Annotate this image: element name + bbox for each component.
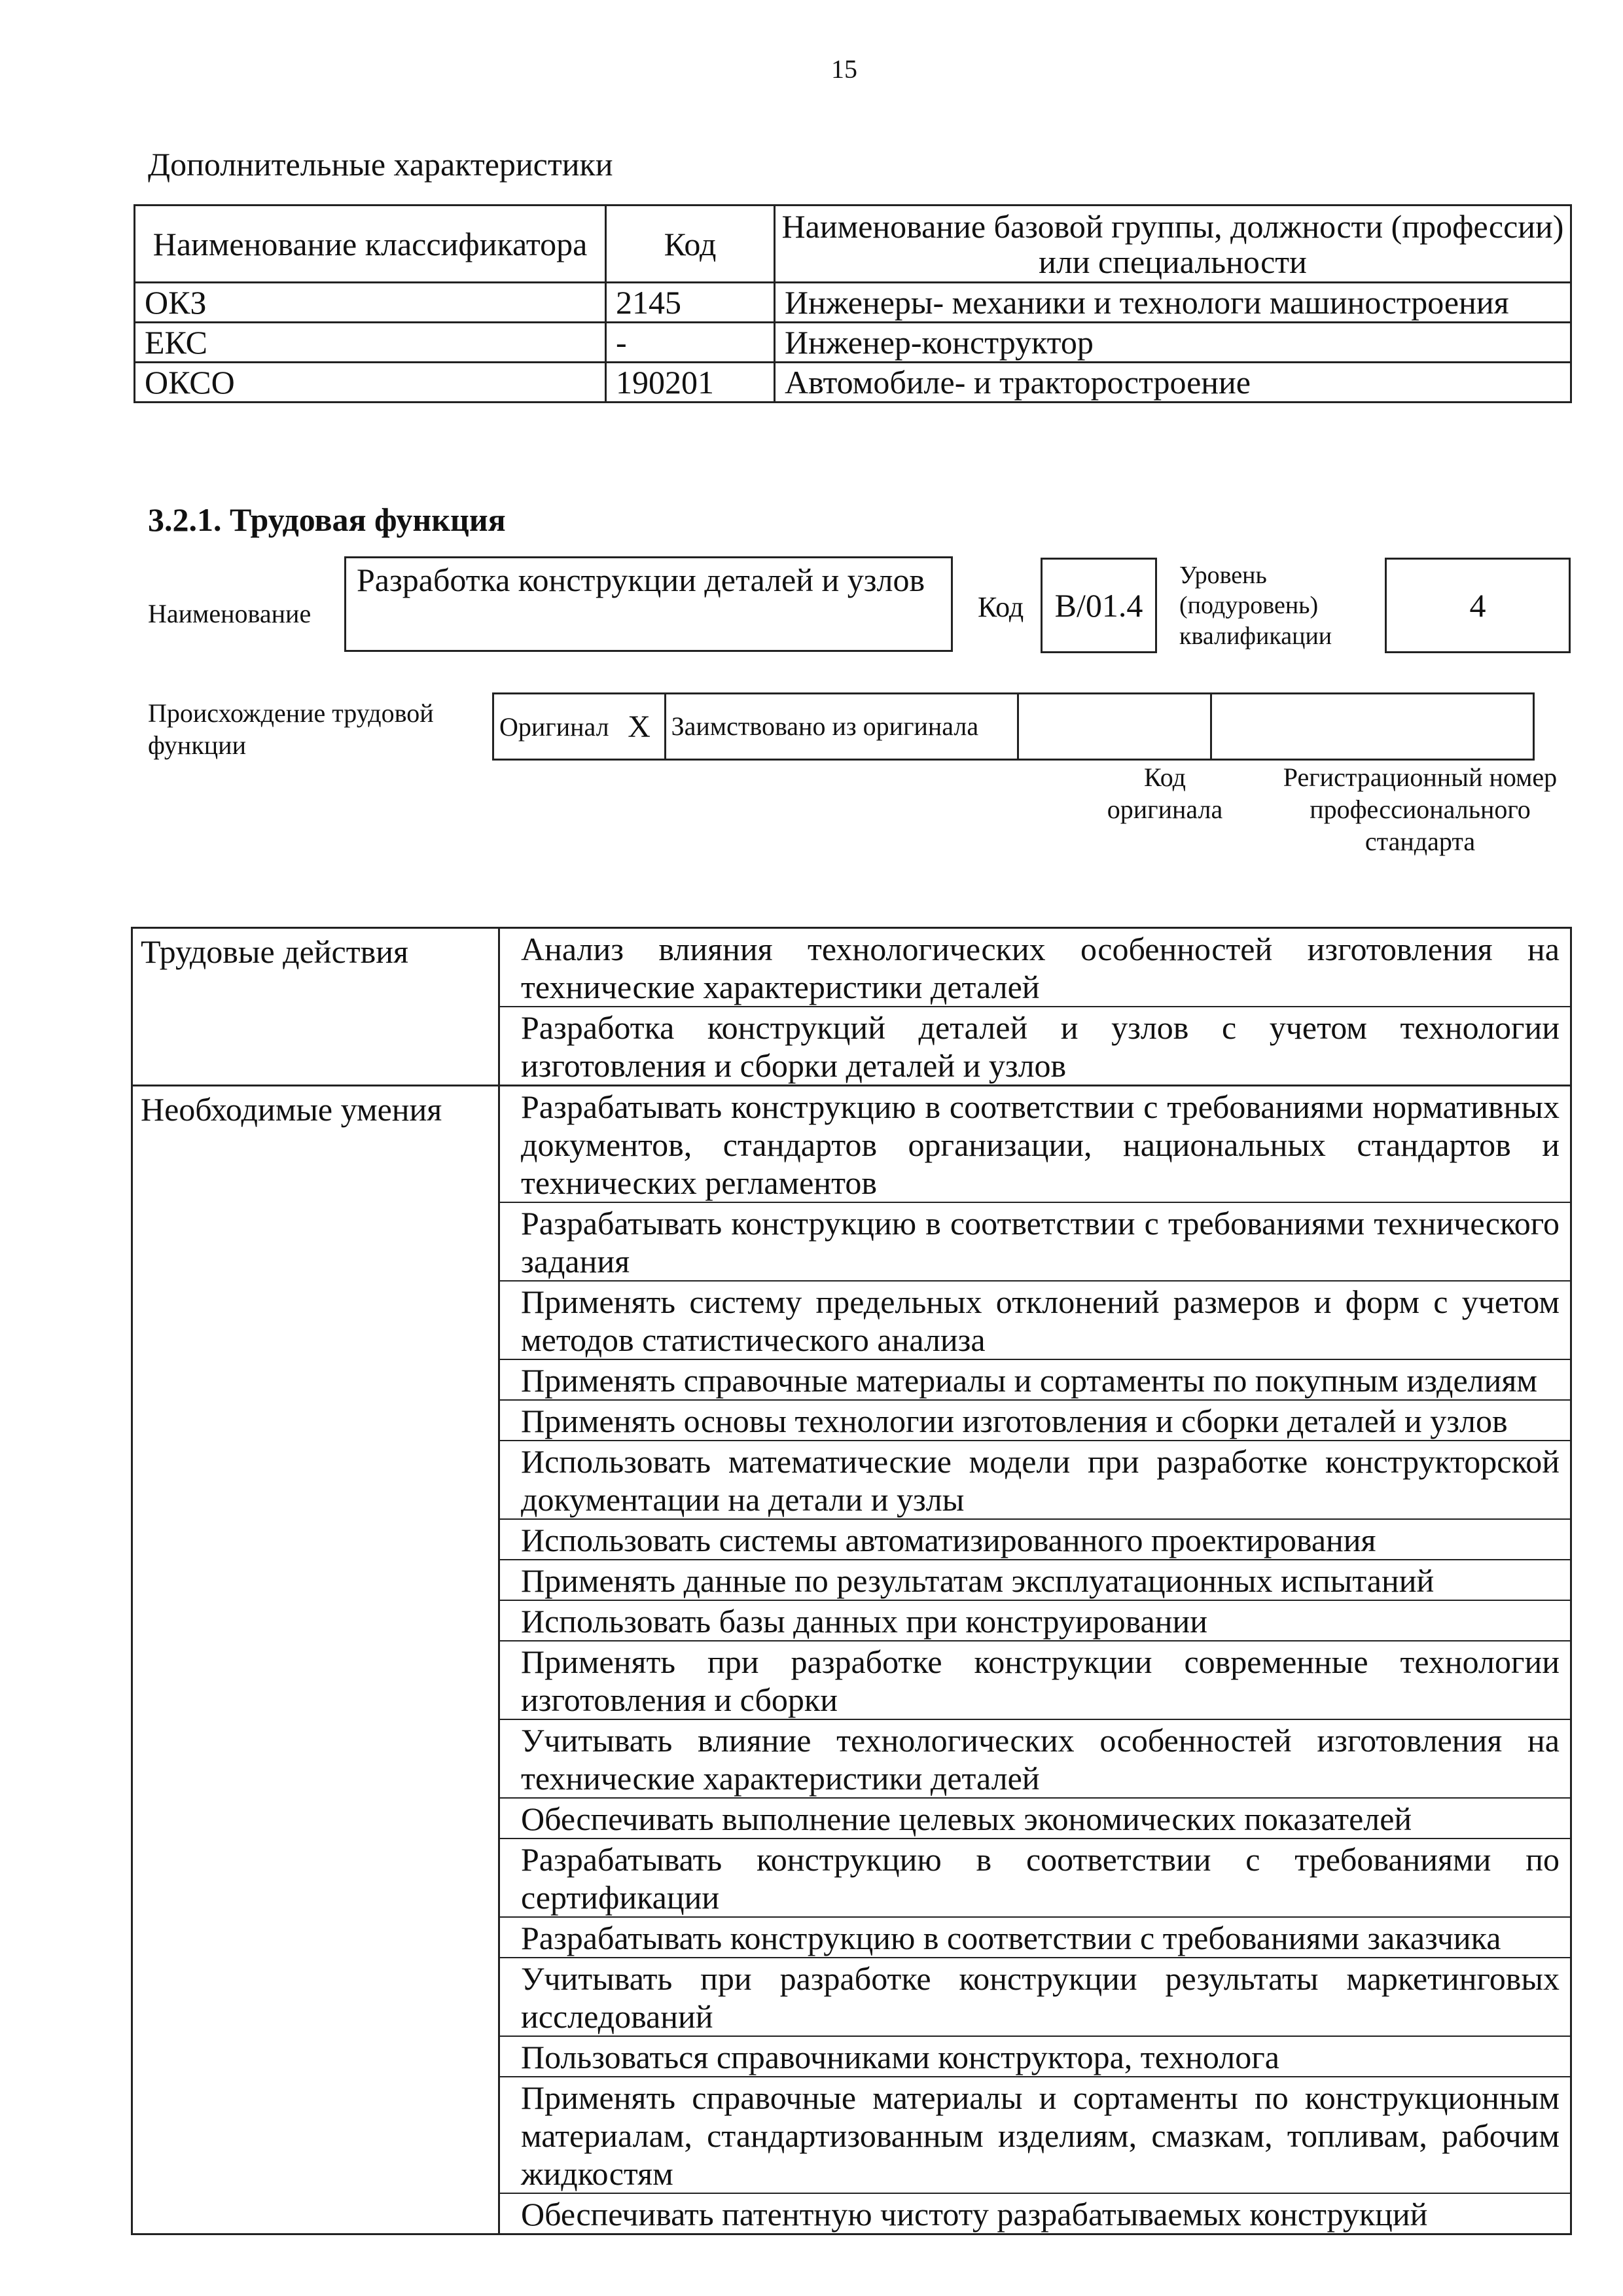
- classifier-header-row: [135, 206, 1571, 283]
- list-item: Разрабатывать конструкцию в соответствии с требованиями заказчика: [500, 1918, 1570, 1958]
- borrowed-label: Заимствовано из оригинала: [665, 694, 1018, 760]
- list-item: Разрабатывать конструкцию в соответствии с требованиями нормативных документов, стандартов организации, национальных стандартов и технических регламентов: [500, 1086, 1570, 1203]
- table-row: [135, 283, 1571, 323]
- list-item: Использовать базы данных при конструировании: [500, 1601, 1570, 1641]
- list-item: Разрабатывать конструкцию в соответствии с требованиями по сертификации: [500, 1839, 1570, 1918]
- original-code-cell: [1018, 694, 1211, 760]
- group-cell: Инженеры- механики и технологи машиностроения: [775, 283, 1571, 323]
- table-row: [135, 323, 1571, 363]
- list-item: Применять основы технологии изготовления и сборки деталей и узлов: [500, 1401, 1570, 1441]
- registration-number-caption: Регистрационный номер профессионального стандарта: [1283, 762, 1558, 856]
- original-mark: X: [615, 694, 666, 760]
- original-label: Оригинал: [493, 694, 615, 760]
- required-skills-label: Необходимые умения: [132, 1086, 499, 2234]
- registration-number-cell: [1211, 694, 1533, 760]
- list-item: Разработка конструкций деталей и узлов с учетом технологии изготовления и сборки деталей и узлов: [521, 1009, 1560, 1084]
- additional-characteristics-heading: Дополнительные характеристики: [148, 146, 613, 183]
- name-label: Наименование: [148, 599, 312, 628]
- page-number: 15: [831, 54, 857, 84]
- labor-function-heading: 3.2.1. Трудовая функция: [148, 501, 506, 538]
- qualification-level-value: 4: [1469, 587, 1486, 624]
- code-cell: 2145: [606, 283, 775, 323]
- list-item: Разрабатывать конструкцию в соответствии с требованиями технического задания: [500, 1203, 1570, 1282]
- column-header-group: Наименование базовой группы, должности (профессии) или специальности: [775, 206, 1571, 283]
- required-skills-list: [499, 1086, 1571, 2234]
- labor-actions-label: Трудовые действия: [132, 928, 499, 1086]
- level-label-text: Уровень (подуровень) квалификации: [1179, 562, 1332, 650]
- list-item: Использовать системы автоматизированного проектирования: [500, 1520, 1570, 1560]
- function-name-value: Разработка конструкции деталей и узлов: [357, 562, 925, 598]
- qualification-level-label: [1179, 560, 1376, 651]
- group-cell: Инженер-конструктор: [775, 323, 1571, 363]
- origin-label: Происхождение трудовой функции: [148, 698, 434, 760]
- qualification-level-box: [1385, 558, 1571, 653]
- classifier-cell: ОКЗ: [135, 283, 606, 323]
- list-item: Обеспечивать патентную чистоту разрабатываемых конструкций: [521, 2196, 1428, 2233]
- function-code-value: В/01.4: [1054, 587, 1143, 624]
- list-item: Применять при разработке конструкции современные технологии изготовления и сборки: [500, 1641, 1570, 1720]
- code-label: Код: [978, 591, 1024, 623]
- classifier-cell: ОКСО: [135, 363, 606, 403]
- labor-actions-row: [132, 928, 1571, 1086]
- labor-actions-list: [499, 928, 1571, 1086]
- list-item: Пользоваться справочниками конструктора, технолога: [500, 2037, 1570, 2077]
- classifier-cell: ЕКС: [135, 323, 606, 363]
- required-skills-row: [132, 1086, 1571, 2234]
- list-item: Применять справочные материалы и сортаменты по покупным изделиям: [500, 1360, 1570, 1401]
- function-code-box: [1041, 558, 1157, 653]
- origin-table: [492, 692, 1535, 761]
- list-item: Учитывать при разработке конструкции результаты маркетинговых исследований: [500, 1958, 1570, 2037]
- table-row: [135, 363, 1571, 403]
- list-item: Анализ влияния технологических особенностей изготовления на технические характеристики деталей: [500, 929, 1570, 1007]
- column-header-code: Код: [606, 206, 775, 283]
- classifier-table: [134, 204, 1572, 403]
- column-header-classifier: Наименование классификатора: [135, 206, 606, 283]
- list-item: Применять систему предельных отклонений размеров и форм с учетом методов статистического анализа: [500, 1282, 1570, 1360]
- function-name-box: [344, 556, 953, 652]
- code-cell: 190201: [606, 363, 775, 403]
- group-cell: Автомобиле- и тракторостроение: [775, 363, 1571, 403]
- original-code-caption: Код оригинала: [1107, 762, 1223, 824]
- list-item: Применять данные по результатам эксплуатационных испытаний: [500, 1560, 1570, 1601]
- list-item: Учитывать влияние технологических особенностей изготовления на технические характеристики деталей: [500, 1720, 1570, 1799]
- list-item: Обеспечивать выполнение целевых экономических показателей: [500, 1799, 1570, 1839]
- code-cell: -: [606, 323, 775, 363]
- list-item: Использовать математические модели при разработке конструкторской документации на детали и узлы: [500, 1441, 1570, 1520]
- labor-function-table: [131, 927, 1572, 2235]
- list-item: Применять справочные материалы и сортаменты по конструкционным материалам, стандартизованным изделиям, смазкам, топливам, рабочим жидкостям: [500, 2077, 1570, 2194]
